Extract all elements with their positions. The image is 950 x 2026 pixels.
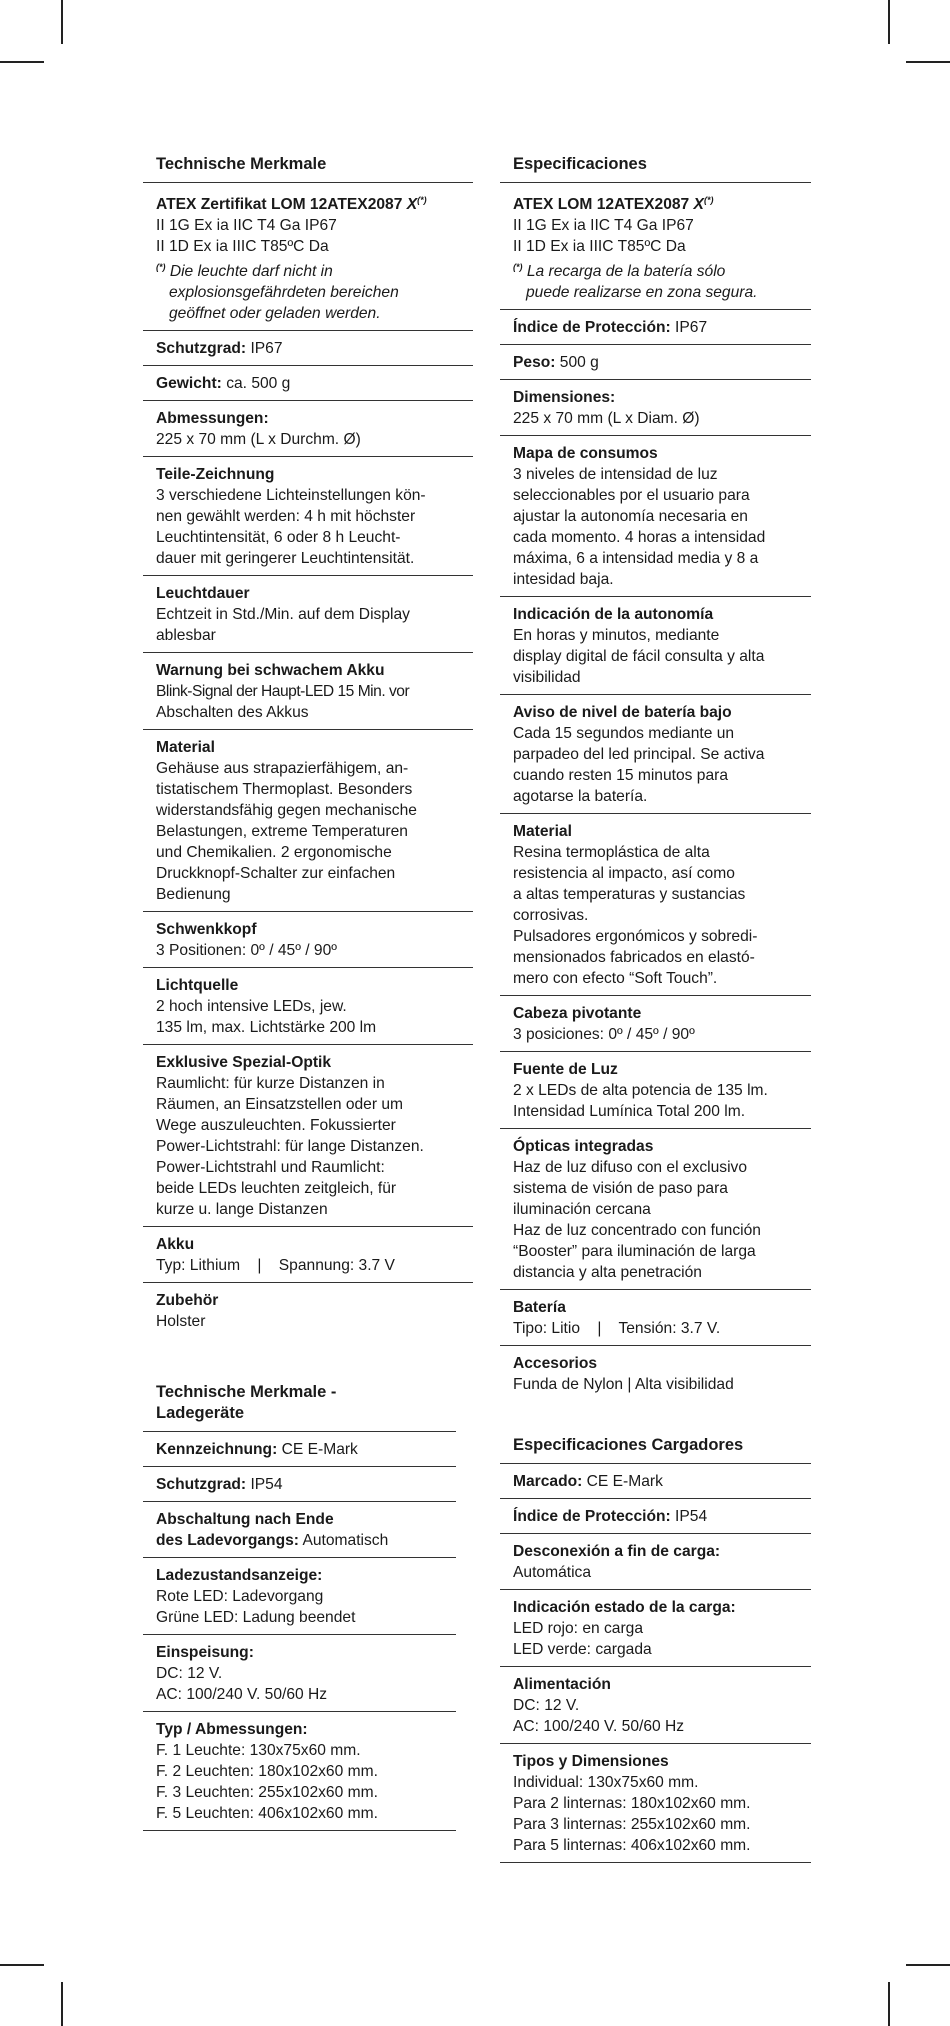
spec-title: Zubehör (156, 1292, 219, 1310)
charger-title-line: Technische Merkmale - (156, 1383, 337, 1402)
spec-line: Wege auszuleuchten. Fokussierter (156, 1117, 396, 1135)
spec-line: Resina termoplástica de alta (513, 844, 710, 862)
spec-title: Lichtquelle (156, 977, 239, 995)
indice-section (500, 310, 811, 345)
ladezustand-section (143, 1558, 456, 1635)
spec-line: agotarse la batería. (513, 788, 648, 806)
spec-line: ablesbar (156, 627, 216, 645)
spec-title: Mapa de consumos (513, 445, 658, 463)
spec-line: corrosivas. (513, 907, 589, 925)
spec-line: Funda de Nylon | Alta visibilidad (513, 1376, 734, 1394)
spec-line: mero con efecto “Soft Touch”. (513, 970, 718, 988)
spec-line: seleccionables por el usuario para (513, 487, 750, 505)
spec-title: Abschaltung nach Ende (156, 1511, 334, 1529)
spec-line: Druckknopf-Schalter zur einfachen (156, 865, 396, 883)
spec-line: resistencia al impacto, así como (513, 865, 735, 883)
spec-line: visibilidad (513, 669, 581, 687)
spec-title: Fuente de Luz (513, 1061, 618, 1079)
autonomia-section (500, 597, 811, 695)
einspeisung-section (143, 1635, 456, 1712)
alimentacion-section (500, 1667, 811, 1744)
spec-line: 225 x 70 mm (L x Diam. Ø) (513, 410, 700, 428)
note-sup: (*) (156, 262, 166, 273)
material-section (143, 730, 473, 912)
spec-line: máxima, 6 a intensidad media y 8 a (513, 550, 759, 568)
atex-x: X (406, 196, 418, 214)
spec-line: Räumen, an Einsatzstellen oder um (156, 1096, 404, 1114)
spec-line: Power-Lichtstrahl und Raumlicht: (156, 1159, 385, 1177)
spec-line: “Booster” para iluminación de larga (513, 1243, 756, 1261)
spec-value: IP54 (670, 1508, 708, 1526)
spec-title: Schwenkkopf (156, 921, 257, 939)
fuente-section (500, 1052, 811, 1129)
crop-mark (888, 1982, 890, 2026)
spec-line: iluminación cercana (513, 1201, 651, 1219)
material-section (500, 814, 811, 996)
spec-value: Automatisch (298, 1532, 389, 1550)
spec-title: Teile-Zeichnung (156, 466, 275, 484)
spec-line: Haz de luz concentrado con función (513, 1222, 761, 1240)
spec-value: CE E-Mark (277, 1441, 358, 1459)
atex-section (500, 183, 811, 310)
spec-label: Peso: (513, 354, 556, 372)
spec-line: Belastungen, extreme Temperaturen (156, 823, 408, 841)
spec-title: Indicación estado de la carga: (513, 1599, 736, 1617)
spec-title: Material (156, 739, 215, 757)
spec-title: Aviso de nivel de batería bajo (513, 704, 732, 722)
spec-value: CE E-Mark (582, 1473, 663, 1491)
bateria-section (500, 1290, 811, 1346)
tipos-section (500, 1744, 811, 1863)
spec-label: Índice de Protección: (513, 1508, 671, 1526)
abmessungen-section (143, 401, 473, 457)
spec-label: Schutzgrad: (156, 1476, 247, 1494)
crop-mark (906, 1964, 950, 1966)
indice-charger-section (500, 1499, 811, 1534)
zubehoer-section (143, 1283, 473, 1338)
spec-title: Ladezustandsanzeige: (156, 1567, 323, 1585)
akku-section (143, 1227, 473, 1283)
leuchtdauer-section (143, 576, 473, 653)
typ-section (143, 1712, 456, 1831)
spec-value: IP67 (670, 319, 708, 337)
spec-line: widerstandsfähig gegen mechanische (156, 802, 417, 820)
estado-section (500, 1590, 811, 1667)
spec-line: 2 hoch intensive LEDs, jew. (156, 998, 347, 1016)
crop-mark (0, 1964, 44, 1966)
spec-label: des Ladevorgangs: (156, 1532, 299, 1550)
section-title: Especificaciones (500, 150, 811, 183)
atex-x: X (693, 196, 704, 214)
spec-line: 2 x LEDs de alta potencia de 135 lm. (513, 1082, 768, 1100)
spec-line: display digital de fácil consulta y alta (513, 648, 765, 666)
spec-title: Tipos y Dimensiones (513, 1753, 669, 1771)
charger-title-line: Ladegeräte (156, 1404, 245, 1423)
spec-line: 3 verschiedene Lichteinstellungen kön- (156, 487, 426, 505)
cabeza-section (500, 996, 811, 1052)
spec-title: Desconexión a fin de carga: (513, 1543, 721, 1561)
gewicht-section (143, 366, 473, 401)
atex-note: explosionsgefährdeten bereichen (169, 284, 399, 302)
atex-title: ATEX Zertifikat LOM 12ATEX2087 (156, 196, 407, 214)
spec-label: Schutzgrad: (156, 340, 247, 358)
lichtquelle-section (143, 968, 473, 1045)
spec-line: 3 Positionen: 0º / 45º / 90º (156, 942, 337, 960)
atex-sup: (*) (703, 195, 714, 205)
atex-line: II 1G Ex ia IIC T4 Ga IP67 (156, 217, 337, 235)
spec-line: F. 1 Leuchte: 130x75x60 mm. (156, 1742, 361, 1760)
spec-line: Para 3 linternas: 255x102x60 mm. (513, 1816, 751, 1834)
atex-note: puede realizarse en zona segura. (526, 284, 758, 302)
spec-line: Raumlicht: für kurze Distanzen in (156, 1075, 385, 1093)
spec-line: Echtzeit in Std./Min. auf dem Display (156, 606, 410, 624)
mapa-section (500, 436, 811, 597)
spec-value: 500 g (555, 354, 599, 372)
spec-line: a altas temperaturas y sustancias (513, 886, 746, 904)
spec-line: Haz de luz difuso con el exclusivo (513, 1159, 748, 1177)
spec-line: parpadeo del led principal. Se activa (513, 746, 765, 764)
spec-line: mensionados fabricados en elastó- (513, 949, 755, 967)
atex-line: II 1G Ex ia IIC T4 Ga IP67 (513, 217, 694, 235)
spec-line: Gehäuse aus strapazierfähigem, an- (156, 760, 409, 778)
spec-line: dauer mit geringerer Leuchtintensität. (156, 550, 415, 568)
spec-value: IP54 (246, 1476, 283, 1494)
spec-line: DC: 12 V. (156, 1665, 223, 1683)
spec-line: Automática (513, 1564, 592, 1582)
abschaltung-section (143, 1502, 456, 1558)
spec-line: Holster (156, 1313, 206, 1331)
spec-title: Accesorios (513, 1355, 598, 1373)
section-title: Technische Merkmale (143, 150, 473, 183)
spec-value: ca. 500 g (221, 375, 291, 393)
spec-line: Individual: 130x75x60 mm. (513, 1774, 699, 1792)
spec-label: Marcado: (513, 1473, 583, 1491)
spec-title: Akku (156, 1236, 195, 1254)
spec-line: Pulsadores ergonómicos y sobredi- (513, 928, 758, 946)
atex-section (143, 183, 473, 331)
spec-title: Alimentación (513, 1676, 611, 1694)
atex-title: ATEX LOM 12ATEX2087 (513, 196, 694, 214)
german-column (143, 150, 473, 1831)
crop-mark (61, 1982, 63, 2026)
teile-section (143, 457, 473, 576)
spec-title: Cabeza pivotante (513, 1005, 642, 1023)
spec-line: LED rojo: en carga (513, 1620, 644, 1638)
spec-line: F. 5 Leuchten: 406x102x60 mm. (156, 1805, 378, 1823)
atex-note: Die leuchte darf nicht in (165, 263, 333, 281)
spec-title: Material (513, 823, 572, 841)
opticas-section (500, 1129, 811, 1290)
spec-line: Blink-Signal der Haupt-LED 15 Min. vor (156, 683, 410, 701)
spec-line: tistatischem Thermoplast. Besonders (156, 781, 413, 799)
crop-mark (61, 0, 63, 44)
spec-label: Kennzeichnung: (156, 1441, 278, 1459)
spec-line: intesidad baja. (513, 571, 614, 589)
spec-line: Intensidad Lumínica Total 200 lm. (513, 1103, 746, 1121)
spec-line: Bedienung (156, 886, 231, 904)
spec-line: beide LEDs leuchten zeitgleich, für (156, 1180, 397, 1198)
spec-line: sistema de visión de paso para (513, 1180, 728, 1198)
aviso-section (500, 695, 811, 814)
spec-line: LED verde: cargada (513, 1641, 652, 1659)
kennzeichnung-section (143, 1432, 456, 1467)
spec-line: Grüne LED: Ladung beendet (156, 1609, 356, 1627)
spec-line: Cada 15 segundos mediante un (513, 725, 735, 743)
spec-line: 3 posiciones: 0º / 45º / 90º (513, 1026, 695, 1044)
spec-value: IP67 (246, 340, 283, 358)
spec-line: F. 2 Leuchten: 180x102x60 mm. (156, 1763, 378, 1781)
spec-line: nen gewählt werden: 4 h mit höchster (156, 508, 416, 526)
spec-line: und Chemikalien. 2 ergonomische (156, 844, 392, 862)
spec-line: F. 3 Leuchten: 255x102x60 mm. (156, 1784, 378, 1802)
spec-title: Warnung bei schwachem Akku (156, 662, 385, 680)
desconexion-section (500, 1534, 811, 1590)
spec-title: Indicación de la autonomía (513, 606, 714, 624)
crop-mark (0, 61, 44, 63)
peso-section (500, 345, 811, 380)
spec-label: Gewicht: (156, 375, 222, 393)
marcado-section (500, 1464, 811, 1499)
spec-title: Exklusive Spezial-Optik (156, 1054, 332, 1072)
warnung-section (143, 653, 473, 730)
spec-title: Abmessungen: (156, 410, 269, 428)
spec-line: AC: 100/240 V. 50/60 Hz (513, 1718, 685, 1736)
crop-mark (888, 0, 890, 44)
schwenkkopf-section (143, 912, 473, 968)
spec-line: 135 lm, max. Lichtstärke 200 lm (156, 1019, 377, 1037)
accesorios-section (500, 1346, 811, 1401)
spec-title: Einspeisung: (156, 1644, 254, 1662)
atex-line: II 1D Ex ia IIIC T85ºC Da (513, 238, 686, 256)
crop-mark (906, 61, 950, 63)
atex-line: II 1D Ex ia IIIC T85ºC Da (156, 238, 329, 256)
spec-line: Power-Lichtstrahl: für lange Distanzen. (156, 1138, 424, 1156)
spec-line: Abschalten des Akkus (156, 704, 309, 722)
spec-line: ajustar la autonomía necesaria en (513, 508, 748, 526)
spec-line: cada momento. 4 horas a intensidad (513, 529, 766, 547)
spanish-column (500, 150, 811, 1863)
spec-line: 3 niveles de intensidad de luz (513, 466, 718, 484)
optik-section (143, 1045, 473, 1227)
spec-title: Dimensiones: (513, 389, 616, 407)
spec-line: DC: 12 V. (513, 1697, 580, 1715)
spec-line: AC: 100/240 V. 50/60 Hz (156, 1686, 328, 1704)
spec-line: Tipo: Litio | Tensión: 3.7 V. (513, 1320, 721, 1338)
atex-sup: (*) (417, 195, 427, 205)
atex-note: geöffnet oder geladen werden. (169, 305, 381, 323)
spec-line: 225 x 70 mm (L x Durchm. Ø) (156, 431, 361, 449)
spec-title: Leuchtdauer (156, 585, 250, 603)
spec-line: Rote LED: Ladevorgang (156, 1588, 324, 1606)
spec-title: Typ / Abmessungen: (156, 1721, 308, 1739)
spec-label: Índice de Protección: (513, 319, 671, 337)
spec-title: Ópticas integradas (513, 1138, 654, 1156)
schutzgrad-section (143, 331, 473, 366)
spec-line: Para 2 linternas: 180x102x60 mm. (513, 1795, 751, 1813)
dimensiones-section (500, 380, 811, 436)
atex-note: La recarga de la batería sólo (522, 263, 726, 281)
spec-title: Batería (513, 1299, 566, 1317)
spec-line: En horas y minutos, mediante (513, 627, 720, 645)
note-sup: (*) (513, 262, 523, 273)
spec-line: kurze u. lange Distanzen (156, 1201, 328, 1219)
charger-section-title: Especificaciones Cargadores (500, 1427, 811, 1464)
spec-line: Leuchtintensität, 6 oder 8 h Leucht- (156, 529, 401, 547)
spec-line: Typ: Lithium | Spannung: 3.7 V (156, 1257, 395, 1275)
spec-line: cuando resten 15 minutos para (513, 767, 728, 785)
spec-line: Para 5 linternas: 406x102x60 mm. (513, 1837, 751, 1855)
charger-section-title (143, 1374, 456, 1432)
schutzgrad-charger-section (143, 1467, 456, 1502)
spec-line: distancia y alta penetración (513, 1264, 702, 1282)
